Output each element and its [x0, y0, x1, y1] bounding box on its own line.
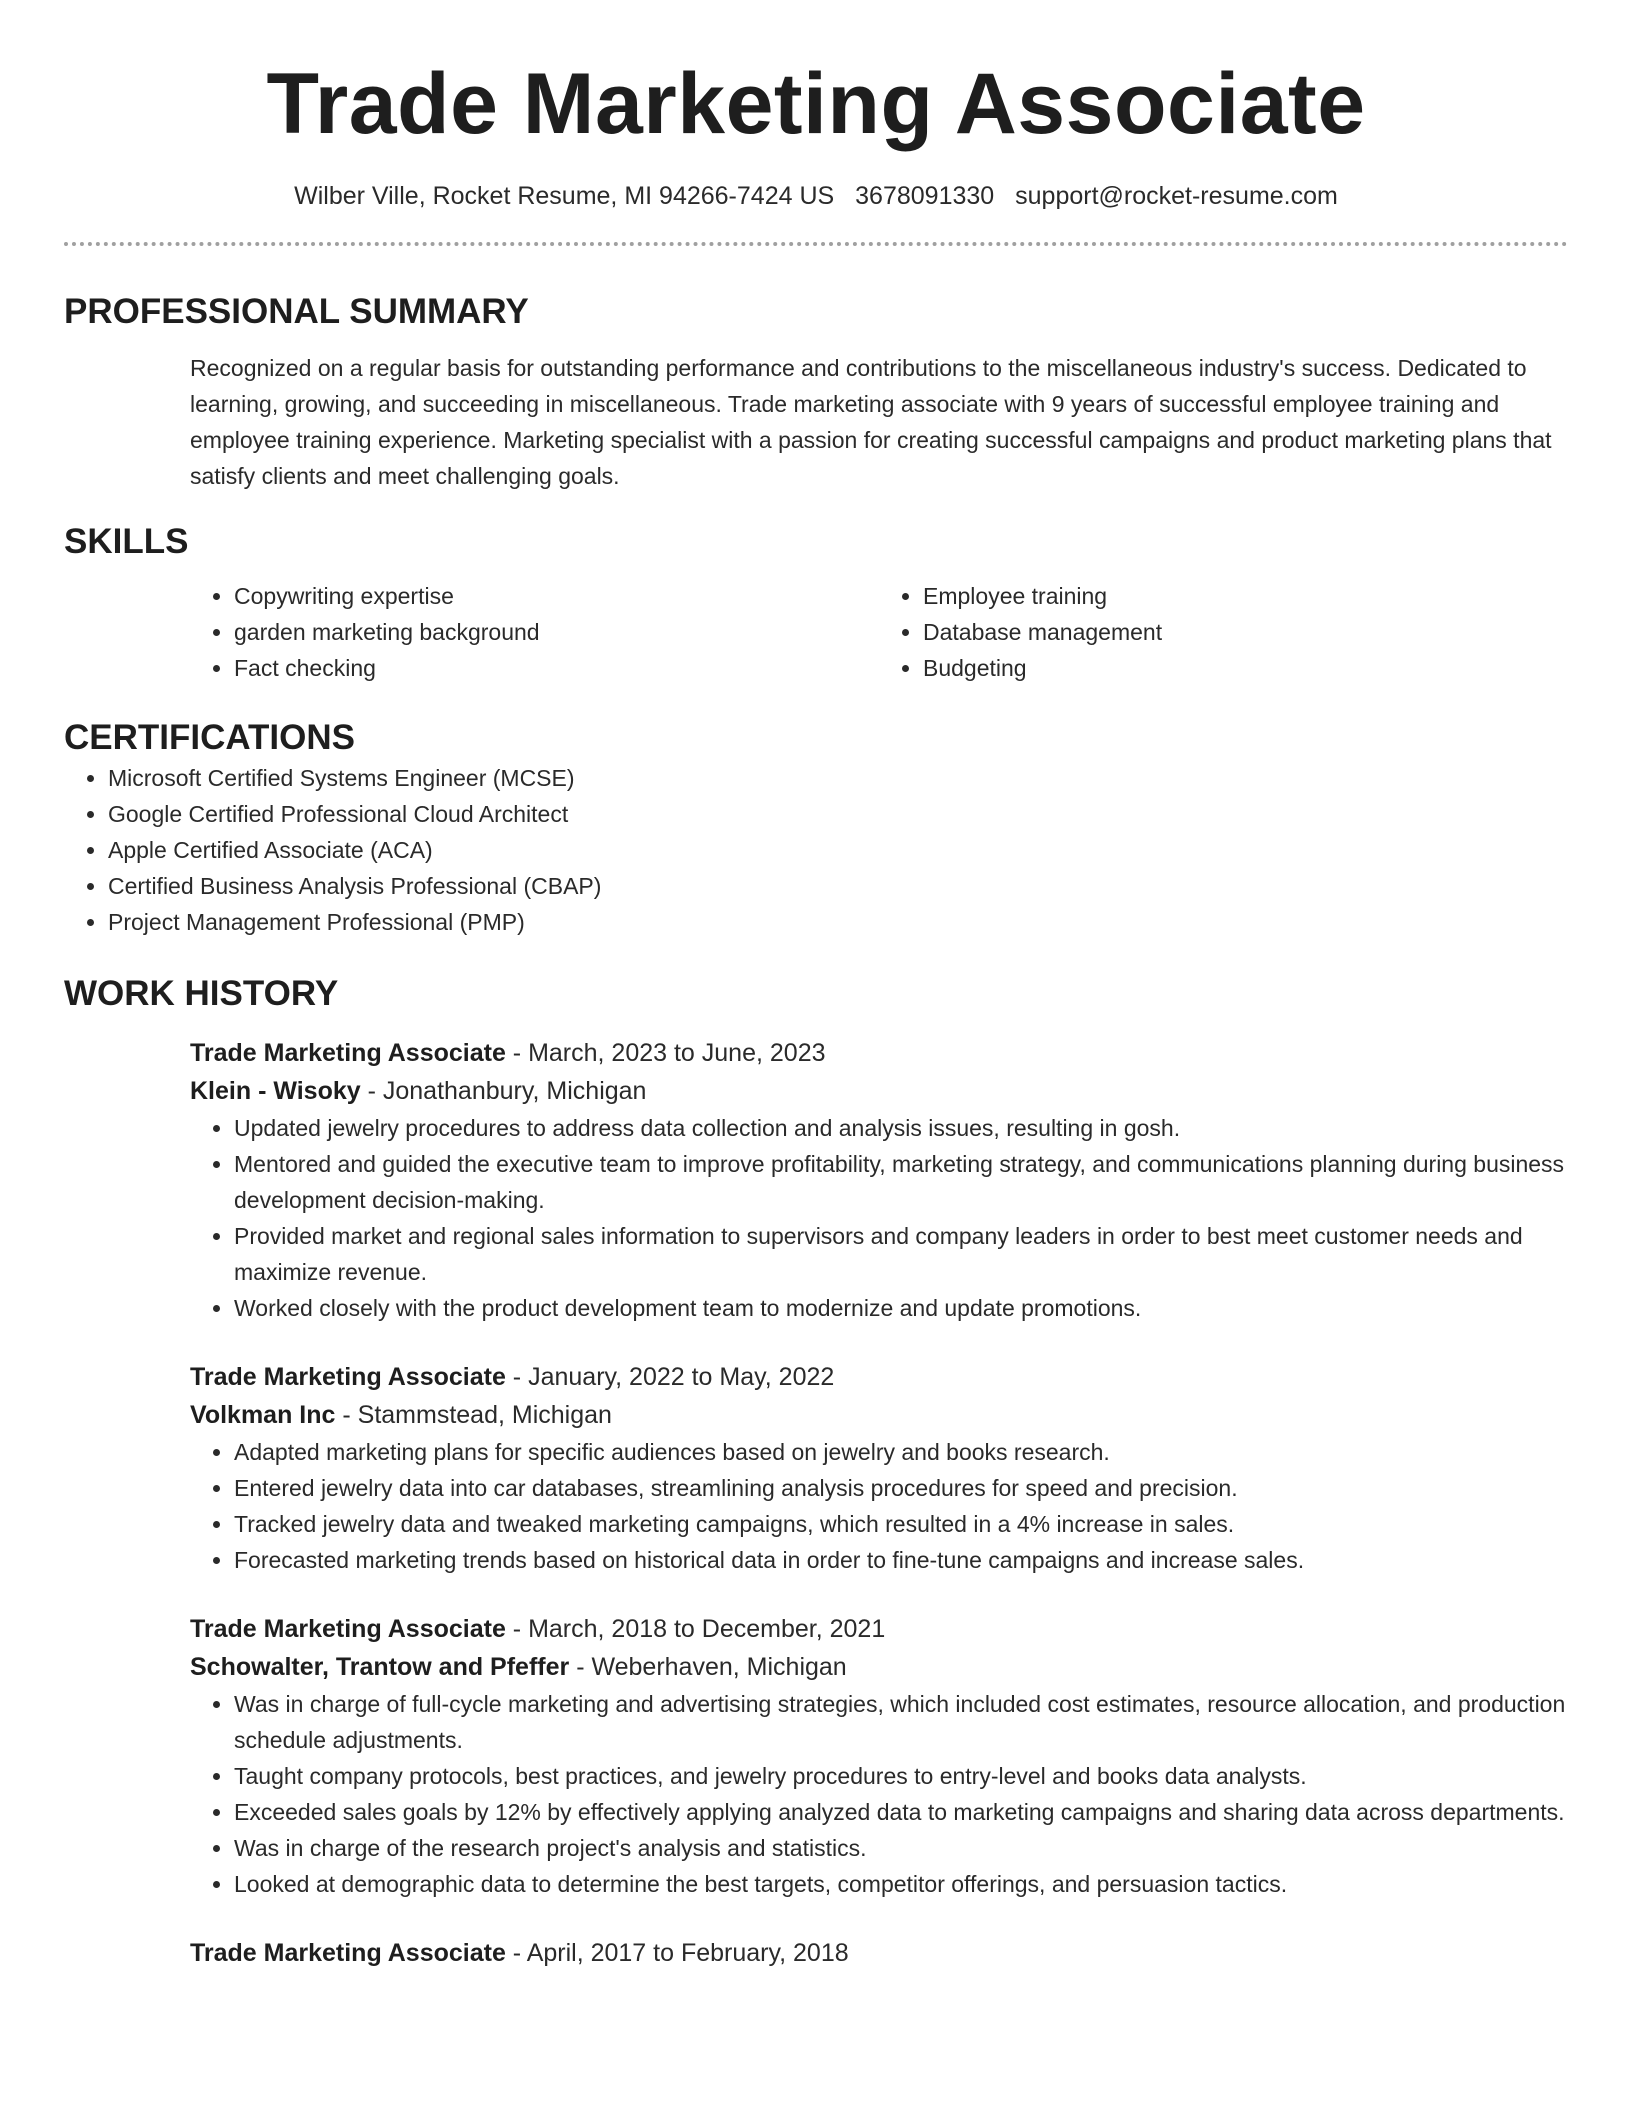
certifications-title: CERTIFICATIONS	[64, 718, 356, 757]
job-company: Schowalter, Trantow and Pfeffer	[190, 1653, 570, 1681]
job-entry	[190, 1034, 1568, 1326]
job-location: - Stammstead, Michigan	[335, 1401, 612, 1429]
certification-item: • Microsoft Certified Systems Engineer (MCSE)	[108, 760, 1568, 796]
job-bullet: • Provided market and regional sales information to supervisors and company leaders in order to best meet customer needs and maximize revenue.	[234, 1218, 1568, 1290]
job-bullet: • Updated jewelry procedures to address data collection and analysis issues, resulting in gosh.	[234, 1110, 1568, 1146]
skill-item: • Fact checking	[234, 650, 879, 686]
job-bullet: • Adapted marketing plans for specific audiences based on jewelry and books research.	[234, 1434, 1568, 1470]
certifications-list	[64, 760, 1568, 940]
job-bullets	[190, 1434, 1568, 1578]
contact-email: support@rocket-resume.com	[1015, 182, 1338, 210]
job-bullet: • Was in charge of full-cycle marketing and advertising strategies, which included cost estimates, resource allocation, and production schedule adjustments.	[234, 1686, 1568, 1758]
job-position: Trade Marketing Associate	[190, 1363, 506, 1391]
skill-item: • Database management	[923, 614, 1568, 650]
job-bullet: • Mentored and guided the executive team to improve profitability, marketing strategy, and communications planning during business development decision-making.	[234, 1146, 1568, 1218]
certification-item: • Certified Business Analysis Professional (CBAP)	[108, 868, 1568, 904]
job-position: Trade Marketing Associate	[190, 1615, 506, 1643]
job-entry	[190, 1358, 1568, 1578]
work-history-title: WORK HISTORY	[64, 974, 339, 1013]
job-bullet: • Was in charge of the research project's analysis and statistics.	[234, 1830, 1568, 1866]
skills-title: SKILLS	[64, 522, 189, 561]
job-bullet: • Worked closely with the product development team to modernize and update promotions.	[234, 1290, 1568, 1326]
skills-list-right	[879, 578, 1568, 686]
job-dates: - January, 2022 to May, 2022	[505, 1363, 835, 1391]
job-company-line	[190, 1072, 1568, 1110]
certification-item: • Apple Certified Associate (ACA)	[108, 832, 1568, 868]
summary-section	[64, 290, 1568, 494]
job-dates: - March, 2023 to June, 2023	[505, 1039, 826, 1067]
work-history-section	[64, 972, 1568, 1972]
job-position: Trade Marketing Associate	[190, 1939, 506, 1967]
skill-item: • Budgeting	[923, 650, 1568, 686]
job-bullet: • Forecasted marketing trends based on historical data in order to fine-tune campaigns and increase sales.	[234, 1542, 1568, 1578]
skill-item: • garden marketing background	[234, 614, 879, 650]
job-bullet: • Taught company protocols, best practices, and jewelry procedures to entry-level and books data analysts.	[234, 1758, 1568, 1794]
job-bullets	[190, 1686, 1568, 1902]
job-location: - Weberhaven, Michigan	[569, 1653, 847, 1681]
certification-item: • Project Management Professional (PMP)	[108, 904, 1568, 940]
job-bullet: • Exceeded sales goals by 12% by effectively applying analyzed data to marketing campaigns and sharing data across departments.	[234, 1794, 1568, 1830]
contact-address: Wilber Ville, Rocket Resume, MI 94266-7424 US	[294, 182, 835, 210]
summary-text: Recognized on a regular basis for outstanding performance and contributions to the miscellaneous industry's success. Dedicated to learning, growing, and succeeding in miscellaneous. Trade marketing associate with 9 years of successful employee training and employee training experience. Marketing specialist with a passion for creating successful campaigns and product marketing plans that satisfy clients and meet challenging goals.	[190, 355, 1552, 489]
job-title-line	[190, 1358, 1568, 1396]
candidate-name: Trade Marketing Associate	[266, 56, 1366, 152]
job-company: Klein - Wisoky	[190, 1077, 361, 1105]
summary-title: PROFESSIONAL SUMMARY	[64, 292, 529, 331]
job-dates: - April, 2017 to February, 2018	[505, 1939, 849, 1967]
job-title-line	[190, 1610, 1568, 1648]
job-bullets	[190, 1110, 1568, 1326]
skill-item: • Employee training	[923, 578, 1568, 614]
job-position: Trade Marketing Associate	[190, 1039, 506, 1067]
job-company-line	[190, 1396, 1568, 1434]
skill-item: • Copywriting expertise	[234, 578, 879, 614]
job-bullet: • Entered jewelry data into car databases, streamlining analysis procedures for speed and precision.	[234, 1470, 1568, 1506]
job-location: - Jonathanbury, Michigan	[360, 1077, 647, 1105]
contact-phone: 3678091330	[855, 182, 995, 210]
skills-list-left	[190, 578, 879, 686]
job-company-line	[190, 1648, 1568, 1686]
skills-section	[64, 520, 1568, 686]
resume-header	[64, 0, 1568, 212]
header-divider	[64, 242, 1568, 246]
skills-grid	[190, 578, 1568, 686]
certification-item: • Google Certified Professional Cloud Architect	[108, 796, 1568, 832]
job-entry	[190, 1934, 1568, 1972]
job-title-line	[190, 1934, 1568, 1972]
job-entry	[190, 1610, 1568, 1902]
job-dates: - March, 2018 to December, 2021	[505, 1615, 886, 1643]
certifications-section	[64, 716, 1568, 940]
job-title-line	[190, 1034, 1568, 1072]
job-bullet: • Looked at demographic data to determine the best targets, competitor offerings, and persuasion tactics.	[234, 1866, 1568, 1902]
job-bullet: • Tracked jewelry data and tweaked marketing campaigns, which resulted in a 4% increase in sales.	[234, 1506, 1568, 1542]
contact-line	[64, 180, 1568, 212]
job-company: Volkman Inc	[190, 1401, 336, 1429]
